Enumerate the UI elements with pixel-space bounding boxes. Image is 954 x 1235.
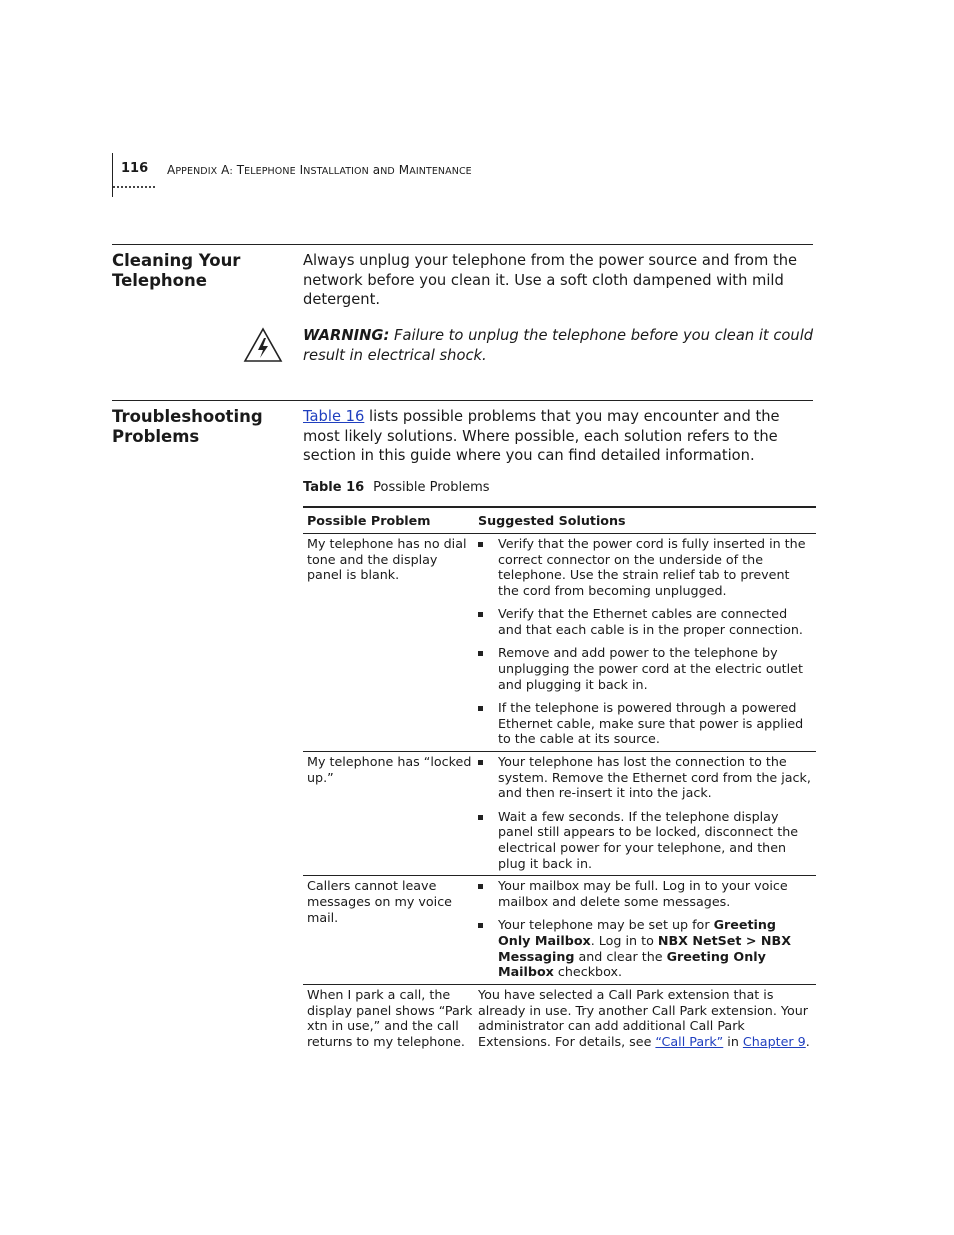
call-park-link[interactable]: “Call Park”	[655, 1034, 724, 1050]
solution-text: You have selected a Call Park extension that is already in use. Try another Call Park extension. Your administrator can add additional Call Park Extensions. For details, see	[478, 987, 808, 1050]
table-row	[303, 876, 816, 985]
solution-text: Verify that the power cord is fully inserted in the correct connector on the underside of the telephone. Use the strain relief tab to prevent the cord from becoming unplugged.	[498, 536, 806, 599]
solution-item	[478, 606, 816, 637]
solution-item	[478, 917, 816, 980]
electrical-shock-warning-icon	[243, 327, 283, 367]
possible-problems-table	[303, 506, 816, 1054]
troubleshooting-paragraph	[303, 407, 818, 466]
section-rule-troubleshooting	[112, 400, 813, 401]
warning-note	[303, 326, 818, 365]
bullet-square-icon	[478, 923, 483, 928]
bullet-square-icon	[478, 706, 483, 711]
table-caption-label: Table 16	[303, 480, 365, 495]
column-header-solutions: Suggested Solutions	[478, 513, 626, 528]
table-row	[303, 534, 816, 752]
running-header-title-text: APPENDIX A: TELEPHONE INSTALLATION aND MAINTENANCE	[167, 163, 472, 177]
bullet-square-icon	[478, 612, 483, 617]
solution-item	[478, 754, 816, 801]
troubleshooting-intro-text: lists possible problems that you may encounter and the most likely solutions. Where possible, each solution refers to the section in this guide where you can find detailed information.	[303, 408, 780, 464]
solution-text: Wait a few seconds. If the telephone display panel still appears to be locked, disconnect the electrical power for your telephone, and then plug it back in.	[498, 808, 799, 871]
solution-item	[478, 878, 816, 909]
table-caption-text: Possible Problems	[373, 480, 490, 495]
running-header-title	[167, 163, 472, 177]
solution-text: Your telephone has lost the connection to the system. Remove the Ethernet cord from the jack, and then re-insert it into the jack.	[498, 753, 811, 801]
warning-text: Failure to unplug the telephone before you clean it could result in electrical shock.	[303, 327, 814, 364]
solutions-cell	[478, 534, 816, 751]
bullet-square-icon	[478, 760, 483, 765]
solutions-list	[478, 878, 816, 980]
solution-text: in	[723, 1034, 743, 1050]
cleaning-heading-line2: Telephone	[112, 271, 207, 290]
solution-text: If the telephone is powered through a powered Ethernet cable, make sure that power is applied to the cable at its source.	[498, 699, 804, 747]
solutions-cell	[478, 985, 816, 1054]
header-dotted-rule	[113, 186, 155, 188]
troubleshooting-intro	[303, 407, 818, 466]
cleaning-heading	[112, 251, 292, 291]
solution-text: Your telephone may be set up for	[498, 917, 714, 933]
bullet-square-icon	[478, 884, 483, 889]
cleaning-body	[303, 251, 818, 310]
solution-text: checkbox.	[553, 964, 623, 980]
solution-item	[478, 700, 816, 747]
solutions-list	[478, 754, 816, 871]
troubleshooting-heading	[112, 407, 292, 447]
solution-text: and clear the	[574, 948, 667, 964]
solutions-list	[478, 536, 816, 747]
solution-text: .	[805, 1034, 810, 1050]
solution-item	[478, 809, 816, 872]
page-number: 116	[121, 161, 149, 176]
problem-cell: Callers cannot leave messages on my voice mail.	[307, 878, 452, 925]
table-row	[303, 752, 816, 876]
header-margin-bar	[112, 153, 113, 197]
chapter-9-link[interactable]: Chapter 9	[742, 1034, 806, 1050]
section-rule-cleaning	[112, 244, 813, 245]
solution-text: Your mailbox may be full. Log in to your voice mailbox and delete some messages.	[498, 878, 788, 910]
table-row	[303, 985, 816, 1054]
cleaning-heading-line1: Cleaning Your	[112, 251, 241, 270]
problem-cell: When I park a call, the display panel shows “Park xtn in use,” and the call returns to my telephone.	[307, 987, 473, 1050]
solution-text: Verify that the Ethernet cables are connected and that each cable is in the proper connection.	[498, 606, 803, 638]
bullet-square-icon	[478, 542, 483, 547]
bullet-square-icon	[478, 651, 483, 656]
table-header-row	[303, 508, 816, 534]
troubleshooting-heading-line1: Troubleshooting	[112, 407, 263, 426]
problem-cell: My telephone has no dial tone and the display panel is blank.	[307, 536, 467, 583]
solutions-cell	[478, 876, 816, 984]
problem-cell: My telephone has “locked up.”	[307, 753, 472, 785]
table-caption	[303, 480, 490, 495]
troubleshooting-heading-line2: Problems	[112, 427, 200, 446]
solution-item	[478, 536, 816, 599]
ui-term: NBX NetSet > NBX Messaging	[498, 932, 791, 964]
ui-term: Greeting Only Mailbox	[498, 917, 776, 948]
table-16-link[interactable]: Table 16	[303, 408, 365, 425]
solutions-cell	[478, 752, 816, 875]
bullet-square-icon	[478, 815, 483, 820]
cleaning-paragraph: Always unplug your telephone from the power source and from the network before you clean it. Use a soft cloth dampened with mild detergent.	[303, 252, 798, 308]
ui-term: Greeting Only Mailbox	[498, 948, 766, 980]
solution-text: Remove and add power to the telephone by unplugging the power cord at the electric outlet and plugging it back in.	[498, 645, 803, 692]
solution-text: . Log in to	[590, 932, 658, 948]
column-header-problem: Possible Problem	[307, 513, 431, 528]
warning-label: WARNING:	[303, 327, 390, 344]
solution-item	[478, 645, 816, 692]
